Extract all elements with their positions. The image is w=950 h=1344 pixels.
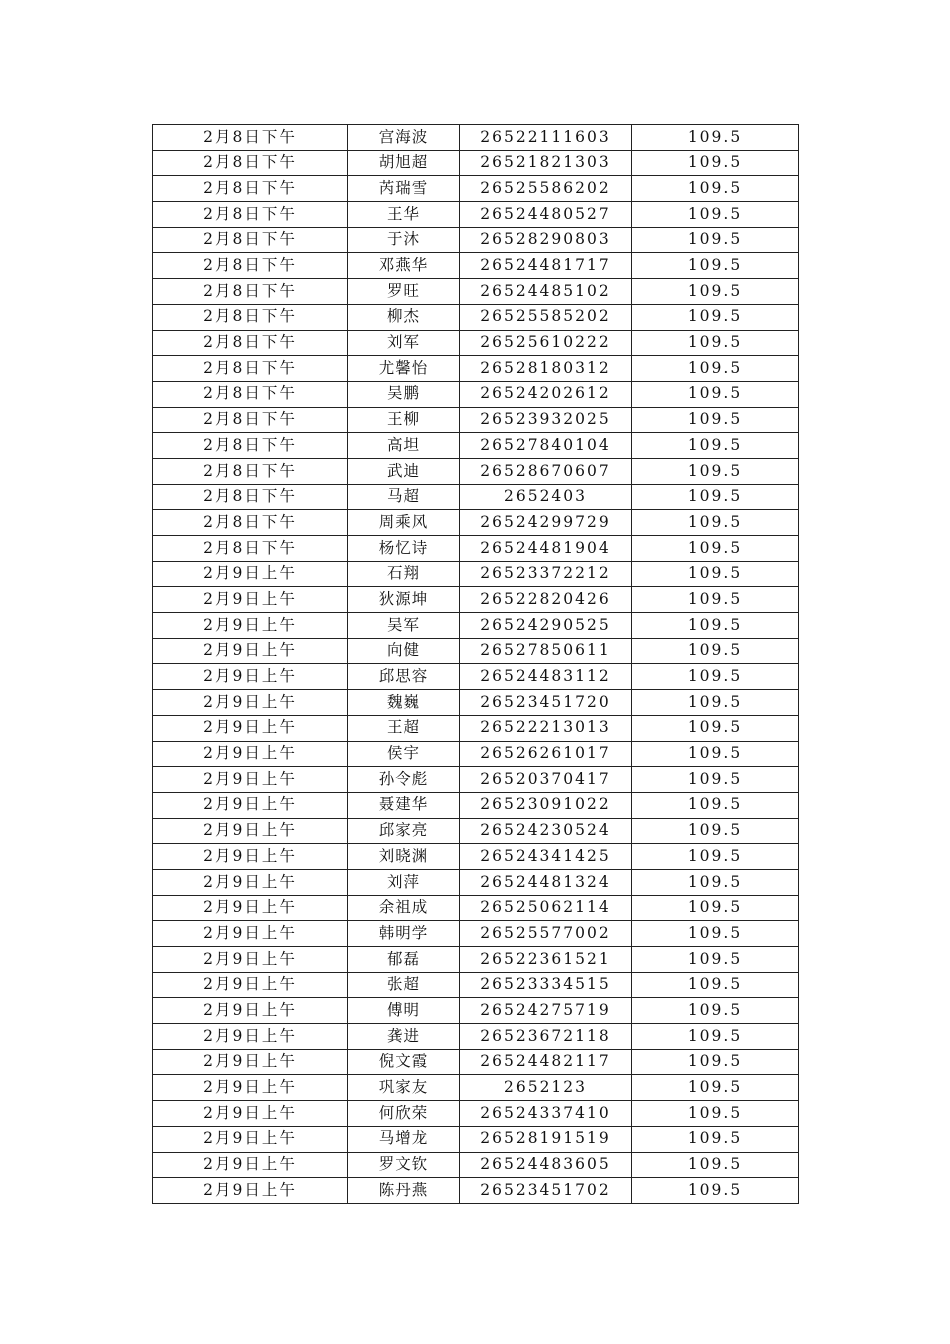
session-time-cell: 2月9日上午 <box>153 638 348 664</box>
candidate-name-cell: 张超 <box>348 972 460 998</box>
table-row <box>153 125 799 151</box>
candidate-name-cell: 余祖成 <box>348 895 460 921</box>
table-row <box>153 150 799 176</box>
candidate-id-cell: 26523091022 <box>460 792 632 818</box>
session-time-cell: 2月9日上午 <box>153 587 348 613</box>
candidate-id-cell: 26524275719 <box>460 998 632 1024</box>
table-row <box>153 1152 799 1178</box>
session-time-cell: 2月9日上午 <box>153 792 348 818</box>
table-row <box>153 869 799 895</box>
candidate-name-cell: 傅明 <box>348 998 460 1024</box>
score-cell: 109.5 <box>632 253 799 279</box>
session-time-cell: 2月9日上午 <box>153 1152 348 1178</box>
candidate-name-cell: 高坦 <box>348 433 460 459</box>
table-row <box>153 767 799 793</box>
session-time-cell: 2月9日上午 <box>153 998 348 1024</box>
candidate-id-cell: 26524485102 <box>460 279 632 305</box>
candidate-id-cell: 26523451720 <box>460 690 632 716</box>
score-cell: 109.5 <box>632 1024 799 1050</box>
candidate-id-cell: 26524341425 <box>460 844 632 870</box>
session-time-cell: 2月9日上午 <box>153 613 348 639</box>
score-cell: 109.5 <box>632 458 799 484</box>
score-cell: 109.5 <box>632 279 799 305</box>
candidate-id-cell: 26524299729 <box>460 510 632 536</box>
candidate-name-cell: 倪文霞 <box>348 1049 460 1075</box>
candidate-id-cell: 26523451702 <box>460 1178 632 1204</box>
candidate-id-cell: 2652403 <box>460 484 632 510</box>
candidate-name-cell: 陈丹燕 <box>348 1178 460 1204</box>
table-row <box>153 510 799 536</box>
table-row <box>153 587 799 613</box>
score-cell: 109.5 <box>632 150 799 176</box>
session-time-cell: 2月8日下午 <box>153 458 348 484</box>
session-time-cell: 2月9日上午 <box>153 1049 348 1075</box>
session-time-cell: 2月9日上午 <box>153 741 348 767</box>
candidate-name-cell: 于沐 <box>348 227 460 253</box>
score-cell: 109.5 <box>632 613 799 639</box>
score-cell: 109.5 <box>632 844 799 870</box>
candidate-id-cell: 26528290803 <box>460 227 632 253</box>
table-row <box>153 330 799 356</box>
session-time-cell: 2月8日下午 <box>153 407 348 433</box>
score-cell: 109.5 <box>632 202 799 228</box>
candidate-id-cell: 26524290525 <box>460 613 632 639</box>
score-cell: 109.5 <box>632 921 799 947</box>
candidate-id-cell: 26528180312 <box>460 356 632 382</box>
table-row <box>153 921 799 947</box>
candidate-name-cell: 向健 <box>348 638 460 664</box>
candidate-name-cell: 刘萍 <box>348 869 460 895</box>
session-time-cell: 2月9日上午 <box>153 947 348 973</box>
candidate-id-cell: 26524483605 <box>460 1152 632 1178</box>
table-row <box>153 998 799 1024</box>
candidate-name-cell: 郁磊 <box>348 947 460 973</box>
candidate-id-cell: 26521821303 <box>460 150 632 176</box>
candidate-id-cell: 26524482117 <box>460 1049 632 1075</box>
score-cell: 109.5 <box>632 664 799 690</box>
candidate-name-cell: 魏巍 <box>348 690 460 716</box>
score-cell: 109.5 <box>632 741 799 767</box>
candidate-name-cell: 柳杰 <box>348 304 460 330</box>
table-row <box>153 613 799 639</box>
candidate-name-cell: 何欣荣 <box>348 1101 460 1127</box>
score-cell: 109.5 <box>632 407 799 433</box>
score-cell: 109.5 <box>632 947 799 973</box>
score-cell: 109.5 <box>632 330 799 356</box>
table-row <box>153 561 799 587</box>
session-time-cell: 2月8日下午 <box>153 176 348 202</box>
candidate-name-cell: 邱家亮 <box>348 818 460 844</box>
candidate-name-cell: 宫海波 <box>348 125 460 151</box>
table-row <box>153 253 799 279</box>
session-time-cell: 2月8日下午 <box>153 356 348 382</box>
score-cell: 109.5 <box>632 818 799 844</box>
candidate-id-cell: 26527840104 <box>460 433 632 459</box>
candidate-id-cell: 26525577002 <box>460 921 632 947</box>
score-cell: 109.5 <box>632 510 799 536</box>
candidate-name-cell: 邓燕华 <box>348 253 460 279</box>
score-cell: 109.5 <box>632 767 799 793</box>
candidate-id-cell: 26523932025 <box>460 407 632 433</box>
score-cell: 109.5 <box>632 792 799 818</box>
candidate-id-cell: 26526261017 <box>460 741 632 767</box>
table-row <box>153 1126 799 1152</box>
score-cell: 109.5 <box>632 1126 799 1152</box>
session-time-cell: 2月9日上午 <box>153 844 348 870</box>
score-cell: 109.5 <box>632 304 799 330</box>
table-row <box>153 690 799 716</box>
candidate-name-cell: 王超 <box>348 715 460 741</box>
table-row <box>153 844 799 870</box>
table-row <box>153 972 799 998</box>
table-row <box>153 304 799 330</box>
score-cell: 109.5 <box>632 1101 799 1127</box>
candidate-id-cell: 26528670607 <box>460 458 632 484</box>
session-time-cell: 2月8日下午 <box>153 536 348 562</box>
candidate-name-cell: 周乘风 <box>348 510 460 536</box>
session-time-cell: 2月9日上午 <box>153 1101 348 1127</box>
score-cell: 109.5 <box>632 561 799 587</box>
score-cell: 109.5 <box>632 715 799 741</box>
candidate-id-cell: 26525585202 <box>460 304 632 330</box>
score-cell: 109.5 <box>632 587 799 613</box>
session-time-cell: 2月9日上午 <box>153 921 348 947</box>
candidate-id-cell: 26524230524 <box>460 818 632 844</box>
session-time-cell: 2月9日上午 <box>153 1126 348 1152</box>
score-cell: 109.5 <box>632 690 799 716</box>
table-row <box>153 947 799 973</box>
table-row <box>153 407 799 433</box>
candidate-name-cell: 马超 <box>348 484 460 510</box>
candidate-name-cell: 石翔 <box>348 561 460 587</box>
session-time-cell: 2月8日下午 <box>153 304 348 330</box>
session-time-cell: 2月9日上午 <box>153 690 348 716</box>
score-cell: 109.5 <box>632 638 799 664</box>
session-time-cell: 2月9日上午 <box>153 818 348 844</box>
session-time-cell: 2月9日上午 <box>153 869 348 895</box>
score-cell: 109.5 <box>632 433 799 459</box>
score-cell: 109.5 <box>632 356 799 382</box>
session-time-cell: 2月8日下午 <box>153 381 348 407</box>
table-row <box>153 1178 799 1204</box>
session-time-cell: 2月8日下午 <box>153 253 348 279</box>
candidate-id-cell: 26528191519 <box>460 1126 632 1152</box>
candidate-name-cell: 马增龙 <box>348 1126 460 1152</box>
table-row <box>153 227 799 253</box>
candidate-id-cell: 26522361521 <box>460 947 632 973</box>
candidate-id-cell: 26523672118 <box>460 1024 632 1050</box>
candidate-id-cell: 26523372212 <box>460 561 632 587</box>
table-row <box>153 741 799 767</box>
candidate-name-cell: 吴鹏 <box>348 381 460 407</box>
session-time-cell: 2月9日上午 <box>153 1024 348 1050</box>
candidate-id-cell: 26524337410 <box>460 1101 632 1127</box>
score-cell: 109.5 <box>632 869 799 895</box>
score-cell: 109.5 <box>632 536 799 562</box>
score-cell: 109.5 <box>632 972 799 998</box>
candidate-id-cell: 26524481717 <box>460 253 632 279</box>
candidate-name-cell: 侯宇 <box>348 741 460 767</box>
candidate-name-cell: 王华 <box>348 202 460 228</box>
table-row <box>153 1101 799 1127</box>
candidate-id-cell: 26524483112 <box>460 664 632 690</box>
session-time-cell: 2月8日下午 <box>153 433 348 459</box>
candidate-name-cell: 狄源坤 <box>348 587 460 613</box>
session-time-cell: 2月9日上午 <box>153 972 348 998</box>
session-time-cell: 2月9日上午 <box>153 1075 348 1101</box>
score-cell: 109.5 <box>632 895 799 921</box>
score-cell: 109.5 <box>632 998 799 1024</box>
table-row <box>153 458 799 484</box>
score-cell: 109.5 <box>632 484 799 510</box>
table-row <box>153 356 799 382</box>
candidate-name-cell: 巩家友 <box>348 1075 460 1101</box>
candidate-name-cell: 聂建华 <box>348 792 460 818</box>
candidate-id-cell: 26524481324 <box>460 869 632 895</box>
table-row <box>153 1075 799 1101</box>
score-cell: 109.5 <box>632 125 799 151</box>
candidate-name-cell: 罗文钦 <box>348 1152 460 1178</box>
session-time-cell: 2月8日下午 <box>153 330 348 356</box>
candidate-name-cell: 龚进 <box>348 1024 460 1050</box>
session-time-cell: 2月8日下午 <box>153 202 348 228</box>
candidate-name-cell: 吴军 <box>348 613 460 639</box>
candidate-name-cell: 罗旺 <box>348 279 460 305</box>
candidate-name-cell: 胡旭超 <box>348 150 460 176</box>
table-row <box>153 279 799 305</box>
table-row <box>153 895 799 921</box>
session-time-cell: 2月8日下午 <box>153 227 348 253</box>
table-row <box>153 176 799 202</box>
results-table-body <box>153 125 799 1204</box>
table-row <box>153 1049 799 1075</box>
candidate-id-cell: 26524481904 <box>460 536 632 562</box>
candidate-id-cell: 26525586202 <box>460 176 632 202</box>
candidate-name-cell: 刘晓渊 <box>348 844 460 870</box>
session-time-cell: 2月9日上午 <box>153 767 348 793</box>
candidate-id-cell: 26524480527 <box>460 202 632 228</box>
candidate-name-cell: 刘军 <box>348 330 460 356</box>
table-row <box>153 484 799 510</box>
session-time-cell: 2月8日下午 <box>153 150 348 176</box>
score-cell: 109.5 <box>632 1178 799 1204</box>
session-time-cell: 2月8日下午 <box>153 125 348 151</box>
candidate-id-cell: 26520370417 <box>460 767 632 793</box>
table-row <box>153 433 799 459</box>
session-time-cell: 2月9日上午 <box>153 715 348 741</box>
candidate-name-cell: 王柳 <box>348 407 460 433</box>
candidate-name-cell: 韩明学 <box>348 921 460 947</box>
session-time-cell: 2月9日上午 <box>153 1178 348 1204</box>
table-row <box>153 536 799 562</box>
candidate-id-cell: 26525062114 <box>460 895 632 921</box>
candidate-name-cell: 尤馨怡 <box>348 356 460 382</box>
score-cell: 109.5 <box>632 176 799 202</box>
candidate-id-cell: 26524202612 <box>460 381 632 407</box>
table-row <box>153 715 799 741</box>
candidate-id-cell: 2652123 <box>460 1075 632 1101</box>
table-row <box>153 202 799 228</box>
score-cell: 109.5 <box>632 1049 799 1075</box>
table-row <box>153 638 799 664</box>
table-row <box>153 792 799 818</box>
session-time-cell: 2月8日下午 <box>153 484 348 510</box>
candidate-id-cell: 26522111603 <box>460 125 632 151</box>
session-time-cell: 2月8日下午 <box>153 279 348 305</box>
session-time-cell: 2月8日下午 <box>153 510 348 536</box>
candidate-name-cell: 杨忆诗 <box>348 536 460 562</box>
candidate-name-cell: 武迪 <box>348 458 460 484</box>
candidate-name-cell: 芮瑞雪 <box>348 176 460 202</box>
table-row <box>153 818 799 844</box>
score-cell: 109.5 <box>632 381 799 407</box>
table-row <box>153 1024 799 1050</box>
candidate-name-cell: 孙令彪 <box>348 767 460 793</box>
table-row <box>153 381 799 407</box>
score-cell: 109.5 <box>632 227 799 253</box>
candidate-id-cell: 26522213013 <box>460 715 632 741</box>
session-time-cell: 2月9日上午 <box>153 895 348 921</box>
candidate-id-cell: 26523334515 <box>460 972 632 998</box>
session-time-cell: 2月9日上午 <box>153 561 348 587</box>
candidate-name-cell: 邱思容 <box>348 664 460 690</box>
results-table <box>152 124 799 1204</box>
table-row <box>153 664 799 690</box>
document-page <box>152 124 798 1204</box>
candidate-id-cell: 26525610222 <box>460 330 632 356</box>
candidate-id-cell: 26522820426 <box>460 587 632 613</box>
score-cell: 109.5 <box>632 1075 799 1101</box>
session-time-cell: 2月9日上午 <box>153 664 348 690</box>
score-cell: 109.5 <box>632 1152 799 1178</box>
candidate-id-cell: 26527850611 <box>460 638 632 664</box>
